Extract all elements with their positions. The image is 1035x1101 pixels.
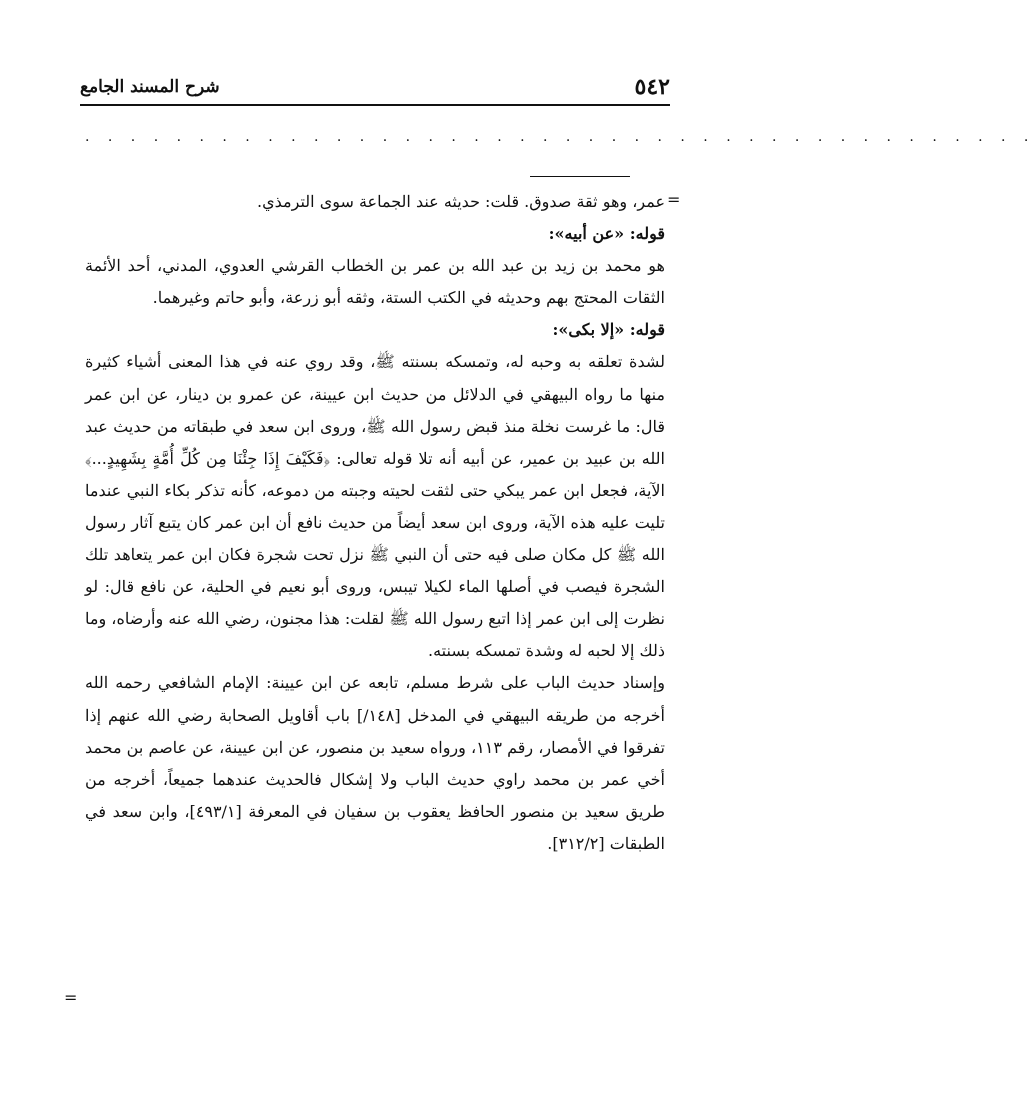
separator-dots: . . . . . . . . . . . . . . . . . . . . . . . . . . . . . . . . . . . . . . . . . . (85, 129, 1035, 145)
heading-an-abihi: قوله: «عن أبيه»: (548, 224, 665, 244)
continuation-mark-bottom: = (64, 988, 78, 1007)
page-header (80, 72, 670, 102)
paragraph-4: وإسناد حديث الباب على شرط مسلم، تابعه عن ابن عيينة: الإمام الشافعي رحمه الله أخرجه من طريقه البيهقي في المدخل [١٤٨/] باب أقاويل الصحابة رضي الله عنهم إذا تفرقوا في الأمصار، رقم ١١٣، ورواه سعيد بن منصور، عن ابن عيينة، عن عاصم بن محمد أخي عمر بن محمد راوي حديث الباب ولا إشكال فالحديث عندهما جميعاً، أخرجه من طريق سعيد بن منصور الحافظ يعقوب بن سفيان في المعرفة [٤٩٣/١]، وابن سعد في الطبقات [٣١٢/٢]. (85, 673, 666, 853)
footnote-rule (530, 176, 630, 177)
running-title: شرح المسند الجامع (80, 77, 220, 97)
page-number: ٥٤٢ (634, 74, 670, 100)
continuation-mark-top: = (667, 190, 681, 209)
heading-illa-baka: قوله: «إلا بكى»: (552, 320, 665, 340)
paragraph-1: عمر، وهو ثقة صدوق. قلت: حديثه عند الجماعة سوى الترمذي. (257, 192, 665, 211)
paragraph-2: هو محمد بن زيد بن عبد الله بن عمر بن الخطاب القرشي العدوي، المدني، أحد الأئمة الثقات المحتج بهم وحديثه في الكتب الستة، وثقه أبو زرعة، وأبو حاتم وغيرهما. (85, 256, 665, 308)
header-rule (80, 104, 670, 106)
paragraph-3: لشدة تعلقه به وحبه له، وتمسكه بسنته ﷺ، وقد روي عنه في هذا المعنى أشياء كثيرة منها ما رواه البيهقي في الدلائل من حديث ابن عيينة، عن عمرو بن دينار، عن ابن عمر قال: ما غرست نخلة منذ قبض رسول الله ﷺ، وروى ابن سعد في طبقاته من حديث عبد الله بن عبيد بن عمير، عن أبيه أنه تلا قوله تعالى: ﴿فَكَيْفَ إِذَا جِئْنَا مِن كُلِّ أُمَّةٍ بِشَهِيدٍ...﴾ الآية، فجعل ابن عمر يبكي حتى لثقت لحيته وجبته من دموعه، كأنه تذكر بكاء النبي عندما تليت عليه هذه الآية، وروى ابن سعد أيضاً من حديث نافع أن ابن عمر كان يتبع آثار رسول الله ﷺ كل مكان صلى فيه حتى أن النبي ﷺ نزل تحت شجرة فكان ابن عمر يتعاهد تلك الشجرة فيصب في أصلها الماء لكيلا تيبس، وروى أبو نعيم في الحلية، عن نافع قال: لو نظرت إلى ابن عمر إذا اتبع رسول الله ﷺ لقلت: هذا مجنون، رضي الله عنه وأرضاه، وما ذلك إلا لحبه له وشدة تمسكه بسنته. (85, 352, 665, 661)
footnote-body (85, 186, 665, 860)
